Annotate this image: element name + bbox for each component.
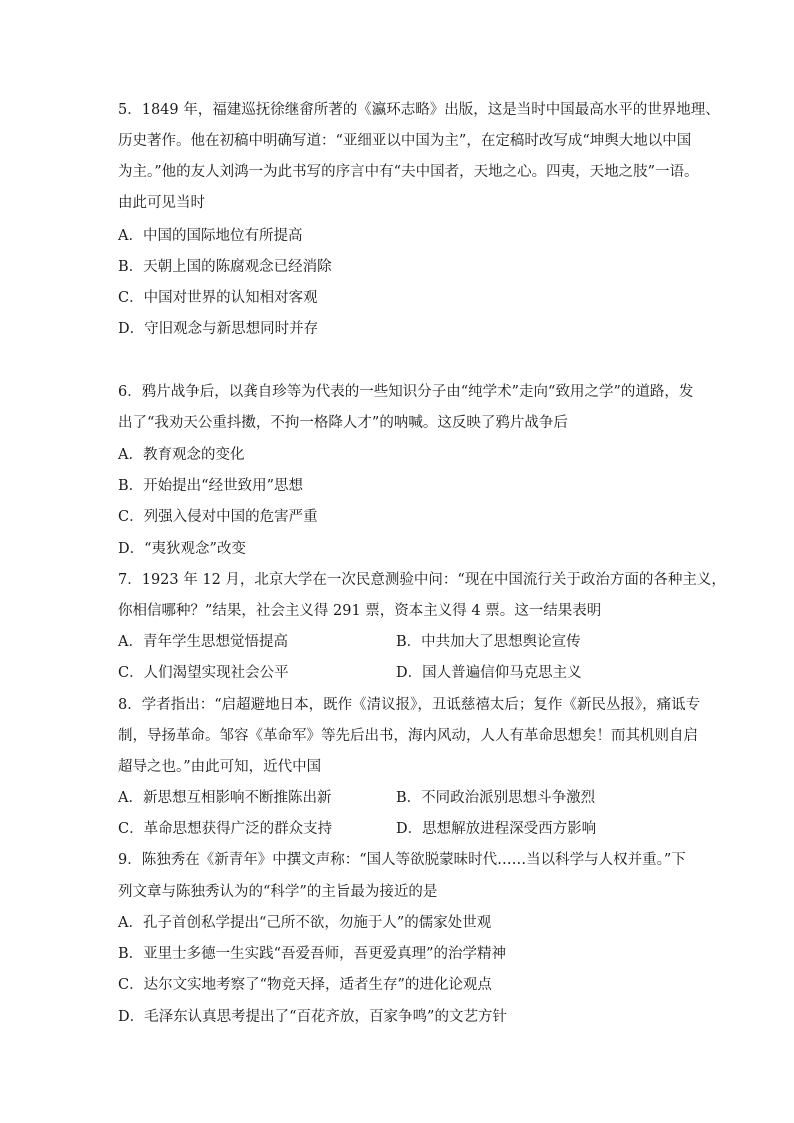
q5-stem-line-1: 5．1849 年，福建巡抚徐继畲所著的《瀛环志略》出版，这是当时中国最高水平的世界地理、 <box>118 102 720 118</box>
q7-option-a: A．青年学生思想觉悟提高 <box>118 634 288 650</box>
q7-option-b: B．中共加大了思想舆论宣传 <box>396 634 581 650</box>
q7-stem-line-2: 你相信哪种？”结果，社会主义得 291 票，资本主义得 4 票。这一结果表明 <box>118 603 602 619</box>
q6-stem-line-2: 出了“我劝天公重抖擞，不拘一格降人才”的呐喊。这反映了鸦片战争后 <box>118 415 568 431</box>
q5-option-b: B．天朝上国的陈腐观念已经消除 <box>118 259 332 275</box>
q5-stem-line-2: 历史著作。他在初稿中明确写道：“亚细亚以中国为主”，在定稿时改写成“坤舆大地以中国 <box>118 133 692 149</box>
q8-option-d: D．思想解放进程深受西方影响 <box>396 821 597 837</box>
q8-stem-line-3: 超导之也。”由此可知，近代中国 <box>118 759 322 775</box>
q8-option-b: B．不同政治派别思想斗争激烈 <box>396 790 596 806</box>
q9-option-a: A．孔子首创私学提出“己所不欲，勿施于人”的儒家处世观 <box>118 915 492 931</box>
q5-stem-line-3: 为主。”他的友人刘鸿一为此书写的序言中有“夫中国者，天地之心。四夷，天地之肢”一语。 <box>118 164 699 180</box>
q5-option-d: D．守旧观念与新思想同时并存 <box>118 321 319 337</box>
q7-option-c: C．人们渴望实现社会公平 <box>118 665 289 681</box>
q5-option-a: A．中国的国际地位有所提高 <box>118 228 303 244</box>
q8-option-c: C．革命思想获得广泛的群众支持 <box>118 821 333 837</box>
q6-option-c: C．列强入侵对中国的危害严重 <box>118 509 318 525</box>
q9-option-d: D．毛泽东认真思考提出了“百花齐放，百家争鸣”的文艺方针 <box>118 1009 507 1025</box>
q7-option-d: D．国人普遍信仰马克思主义 <box>396 665 582 681</box>
q8-option-a: A．新思想互相影响不断推陈出新 <box>118 790 332 806</box>
q6-option-b: B．开始提出“经世致用”思想 <box>118 478 303 494</box>
q6-option-d: D．“夷狄观念”改变 <box>118 541 246 557</box>
q9-option-b: B．亚里士多德一生实践“吾爱吾师，吾更爱真理”的治学精神 <box>118 946 506 962</box>
q5-stem-line-4: 由此可见当时 <box>118 195 205 211</box>
q9-option-c: C．达尔文实地考察了“物竞天择，适者生存”的进化论观点 <box>118 977 492 993</box>
q7-stem-line-1: 7．1923 年 12 月，北京大学在一次民意测验中问：“现在中国流行关于政治方面的各种主义， <box>118 572 726 588</box>
q6-option-a: A．教育观念的变化 <box>118 447 245 463</box>
q5-option-c: C．中国对世界的认知相对客观 <box>118 290 318 306</box>
q9-stem-line-1: 9．陈独秀在《新青年》中撰文声称：“国人等欲脱蒙昧时代……当以科学与人权并重。”下 <box>118 852 686 868</box>
q8-stem-line-1: 8．学者指出：“启超避地日本，既作《清议报》，丑诋慈禧太后；复作《新民丛报》，痛诋专 <box>118 697 701 713</box>
q6-stem-line-1: 6．鸦片战争后，以龚自珍等为代表的一些知识分子由“纯学术”走向“致用之学”的道路，发 <box>118 384 694 400</box>
q9-stem-line-2: 列文章与陈独秀认为的“科学”的主旨最为接近的是 <box>118 884 438 900</box>
q8-stem-line-2: 制，导扬革命。邹容《革命军》等先后出书，海内风动，人人有革命思想矣！而其机则自启 <box>118 728 698 744</box>
